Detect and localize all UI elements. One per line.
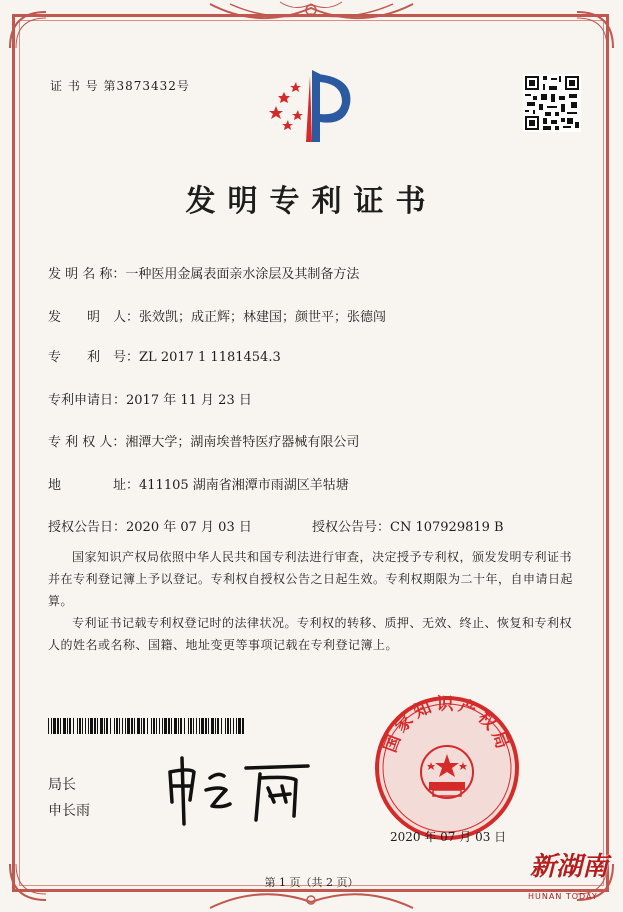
patent-office-logo-icon	[262, 66, 358, 146]
field-invention-name	[48, 263, 359, 282]
corner-ornament-icon	[8, 10, 48, 50]
field-label: 发 明 名 称：	[48, 267, 126, 282]
corner-ornament-icon	[575, 10, 615, 50]
certificate-number: 证 书 号 第3873432号	[50, 79, 190, 93]
field-application-date	[48, 389, 252, 408]
field-label: 专利申请日：	[48, 393, 127, 408]
field-grant-date	[48, 516, 252, 535]
watermark-logo: 新湖南	[530, 852, 609, 882]
field-value: CN 107929819 B	[390, 520, 504, 535]
field-label: 发 明 人：	[48, 310, 140, 325]
grant-statement: 国家知识产权局依照中华人民共和国专利法进行审查，决定授予专利权，颁发发明专利证书并在专利登记簿上予以登记。专利权自授权公告之日起生效。专利权期限为二十年，自申请日起算。	[48, 550, 574, 608]
top-ornament-icon	[200, 0, 423, 30]
field-value: 张效凯；成正辉；林建国；颜世平；张德闯	[139, 310, 387, 325]
field-label: 专 利 权 人：	[48, 435, 126, 450]
director-title: 局长	[48, 777, 76, 793]
barcode-icon	[48, 718, 246, 734]
watermark-subtitle: HUNAN TODAY	[528, 892, 598, 901]
field-label: 授权公告日：	[48, 520, 127, 535]
field-value: ZL 2017 1 1181454.3	[139, 350, 281, 365]
field-inventors	[48, 306, 386, 325]
field-value: 2017 年 11 月 23 日	[126, 393, 252, 408]
seal-text: 国家知识产权局	[380, 694, 514, 756]
field-value: 湘潭大学；湖南埃普特医疗器械有限公司	[125, 435, 360, 450]
director-name: 申长雨	[48, 803, 90, 819]
page-number: 第 1 页（共 2 页）	[264, 876, 359, 889]
field-value: 411105 湖南省湘潭市雨湖区羊牯塘	[139, 478, 349, 493]
official-seal-icon	[373, 694, 521, 842]
signature-icon	[160, 750, 320, 830]
field-value: 一种医用金属表面亲水涂层及其制备方法	[125, 267, 360, 282]
field-address	[48, 474, 349, 493]
field-label: 授权公告号：	[312, 520, 391, 535]
qr-code-icon	[523, 74, 581, 132]
field-label: 地 址：	[48, 478, 140, 493]
field-patentee	[48, 431, 359, 450]
field-value: 2020 年 07 月 03 日	[126, 520, 252, 535]
field-label: 专 利 号：	[48, 350, 140, 365]
field-patent-number	[48, 346, 281, 365]
certificate-title: 发明专利证书	[185, 184, 438, 219]
legal-status-statement: 专利证书记载专利权登记时的法律状况。专利权的转移、质押、无效、终止、恢复和专利权人的姓名或名称、国籍、地址变更等事项记载在专利登记簿上。	[48, 616, 573, 652]
field-grant-number	[312, 516, 504, 535]
seal-date: 2020 年 07 月 03 日	[390, 830, 507, 844]
